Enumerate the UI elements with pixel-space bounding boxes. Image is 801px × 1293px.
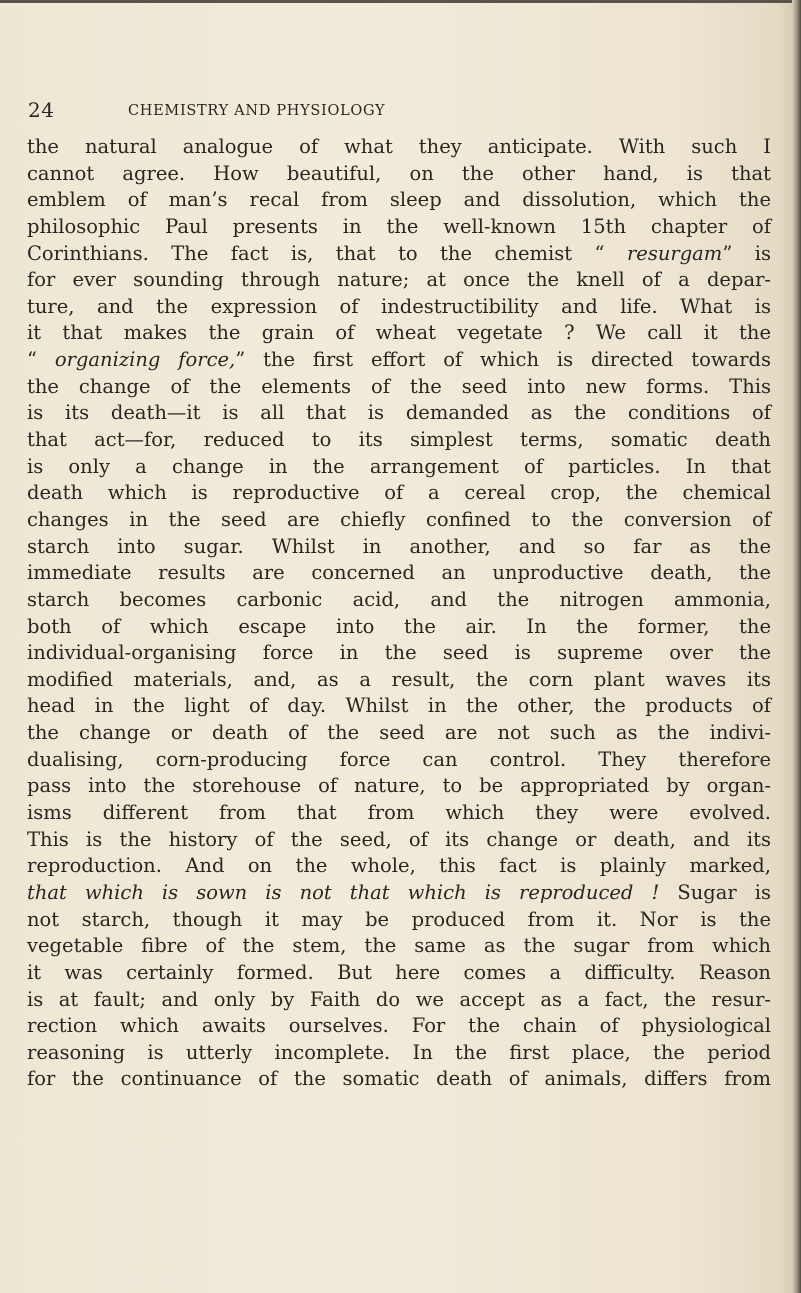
text-line <box>27 800 771 827</box>
text-line <box>27 960 771 987</box>
text-run: “ <box>27 348 55 372</box>
text-run: is only a change in the arrangement of particles. In that <box>27 454 771 478</box>
text-line <box>27 214 771 241</box>
text-line <box>27 853 771 880</box>
text-run: vegetable fibre of the stem, the same as the sugar from which <box>27 934 771 958</box>
top-edge-shadow <box>0 0 801 3</box>
text-run: is its death—it is all that is demanded as the conditions of <box>27 401 771 425</box>
text-run: immediate results are concerned an unproductive death, the <box>27 561 771 585</box>
italic-text: that which is sown is not that which is reproduced ! <box>27 880 660 904</box>
text-line <box>27 693 771 720</box>
text-line <box>27 267 771 294</box>
italic-text: resurgam <box>626 241 723 265</box>
text-run: it was certainly formed. But here comes a difficulty. Reason <box>27 960 771 984</box>
text-run: ture, and the expression of indestructibility and life. What is <box>27 294 771 318</box>
text-run: both of which escape into the air. In the former, the <box>27 614 771 638</box>
text-line <box>27 667 771 694</box>
text-line <box>27 427 771 454</box>
text-run: the change of the elements of the seed into new forms. This <box>27 374 771 398</box>
text-line <box>27 1066 771 1093</box>
text-run: starch into sugar. Whilst in another, and so far as the <box>27 534 771 558</box>
text-line <box>27 987 771 1014</box>
text-line <box>27 347 771 374</box>
text-run: reproduction. And on the whole, this fact is plainly marked, <box>27 854 771 878</box>
text-line <box>27 400 771 427</box>
text-run: reasoning is utterly incomplete. In the first place, the period <box>27 1040 771 1064</box>
text-line <box>27 907 771 934</box>
text-line <box>27 1013 771 1040</box>
text-line <box>27 320 771 347</box>
text-run: that act—for, reduced to its simplest terms, somatic death <box>27 428 771 452</box>
text-line <box>27 161 771 188</box>
text-run: Sugar is <box>659 880 771 904</box>
text-run: the change or death of the seed are not such as the indivi- <box>27 721 771 745</box>
text-run: for ever sounding through nature; at once the knell of a depar- <box>27 268 771 292</box>
text-line <box>27 187 771 214</box>
text-line <box>27 241 771 268</box>
text-line <box>27 773 771 800</box>
text-line <box>27 480 771 507</box>
text-run: emblem of man’s recal from sleep and dissolution, which the <box>27 188 771 212</box>
text-run: changes in the seed are chiefly confined to the conversion of <box>27 507 771 531</box>
text-line <box>27 614 771 641</box>
text-line <box>27 294 771 321</box>
text-run: not starch, though it may be produced from it. Nor is the <box>27 907 771 931</box>
text-run: death which is reproductive of a cereal crop, the chemical <box>27 481 771 505</box>
text-run: is at fault; and only by Faith do we accept as a fact, the resur- <box>27 987 771 1011</box>
text-run: ” the first effort of which is directed towards <box>235 348 772 372</box>
text-run: modified materials, and, as a result, the corn plant waves its <box>27 667 771 691</box>
text-line <box>27 747 771 774</box>
text-run: isms different from that from which they were evolved. <box>27 801 771 825</box>
text-line <box>27 933 771 960</box>
text-line <box>27 827 771 854</box>
text-line <box>27 587 771 614</box>
italic-text: organizing force, <box>54 348 236 372</box>
text-run: for the continuance of the somatic death of animals, differs from <box>27 1067 771 1091</box>
text-line <box>27 720 771 747</box>
text-line <box>27 507 771 534</box>
text-run: the natural analogue of what they anticipate. With such I <box>27 135 771 158</box>
text-run: philosophic Paul presents in the well-known 15th chapter of <box>27 214 771 238</box>
page-header <box>28 98 768 124</box>
running-head: CHEMISTRY AND PHYSIOLOGY <box>128 103 386 119</box>
text-run: This is the history of the seed, of its change or death, and its <box>27 827 771 851</box>
text-run: dualising, corn-producing force can control. They therefore <box>27 747 771 771</box>
text-line <box>27 560 771 587</box>
text-line <box>27 880 771 907</box>
text-line <box>27 640 771 667</box>
text-run: it that makes the grain of wheat vegetate ? We call it the <box>27 321 771 345</box>
text-line <box>27 454 771 481</box>
text-run: Corinthians. The fact is, that to the chemist “ <box>27 241 627 265</box>
text-line <box>27 1040 771 1067</box>
text-run: ” is <box>722 241 771 265</box>
text-line <box>27 534 771 561</box>
text-run: rection which awaits ourselves. For the chain of physiological <box>27 1014 771 1038</box>
body-text <box>27 134 771 1093</box>
text-run: head in the light of day. Whilst in the other, the products of <box>27 694 771 718</box>
text-run: starch becomes carbonic acid, and the nitrogen ammonia, <box>27 587 771 611</box>
text-line <box>27 374 771 401</box>
page-gutter-shadow <box>792 0 801 1293</box>
text-line <box>27 134 771 161</box>
text-run: pass into the storehouse of nature, to be appropriated by organ- <box>27 774 771 798</box>
text-run: cannot agree. How beautiful, on the other hand, is that <box>27 161 771 185</box>
text-run: individual-organising force in the seed is supreme over the <box>27 641 771 665</box>
page-number: 24 <box>28 98 55 122</box>
